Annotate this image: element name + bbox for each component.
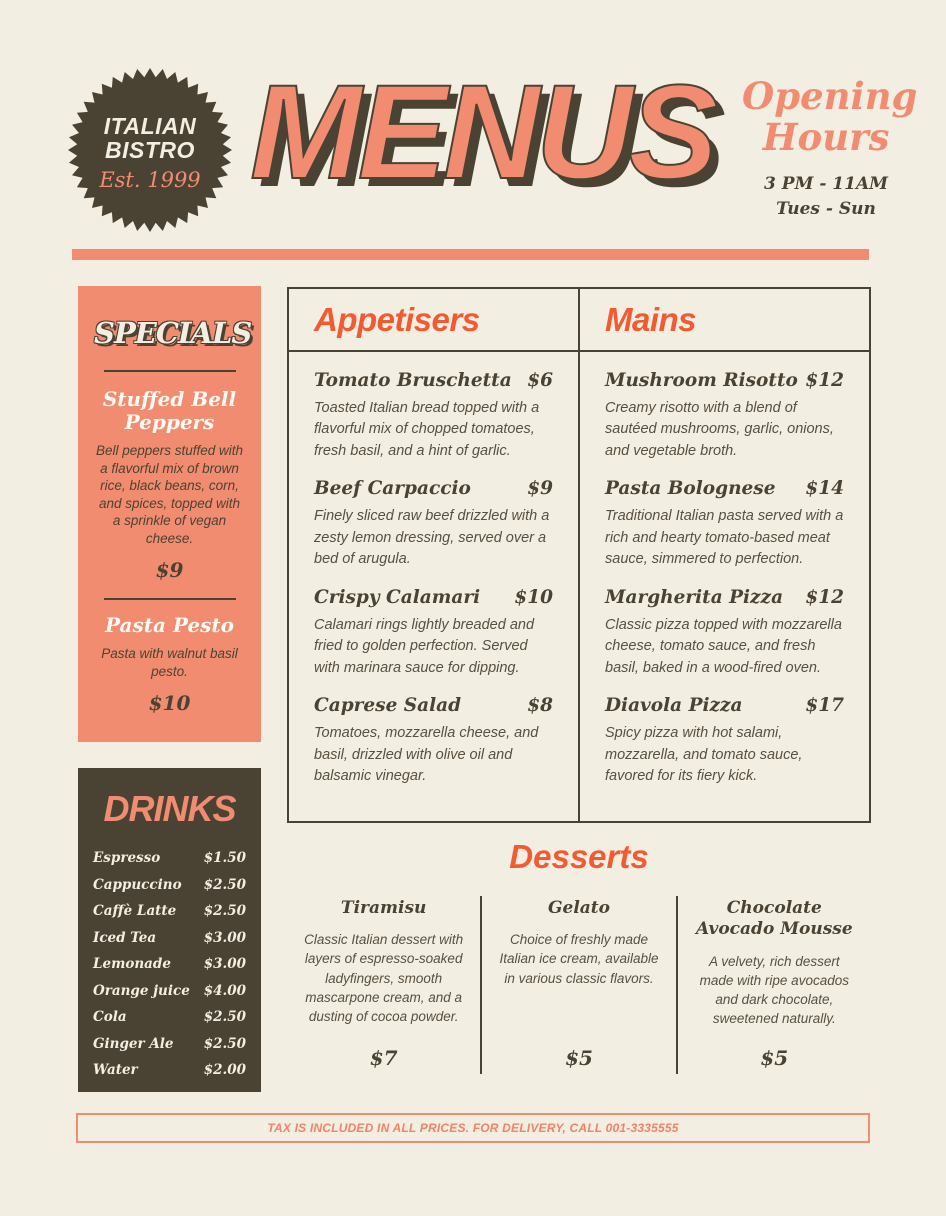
dessert-name: Chocolate Avocado Mousse — [695, 898, 853, 940]
mains-header — [580, 289, 869, 352]
item-name: Tomato Bruschetta — [314, 370, 512, 391]
drink-name: Iced Tea — [93, 929, 157, 946]
item-description: Finely sliced raw beef drizzled with a zesty lemon dressing, served over a bed of arugula. — [314, 508, 550, 568]
specials-divider — [104, 598, 236, 600]
drink-name: Orange juice — [93, 982, 190, 999]
drink-price: $2.50 — [203, 1009, 246, 1025]
drink-price: $2.50 — [203, 876, 246, 893]
menu-item — [605, 478, 844, 570]
item-price: $12 — [805, 370, 844, 391]
item-description: Classic pizza topped with mozzarella cheese, tomato sauce, and fresh basil, baked in a wood-fired oven. — [605, 616, 842, 676]
specials-panel — [78, 286, 261, 742]
drink-name: Cola — [93, 1009, 127, 1025]
menu-item — [314, 587, 553, 679]
badge-established: Est. 1999 — [99, 168, 201, 193]
menu-item — [605, 587, 844, 679]
opening-hours-block — [742, 74, 918, 221]
menu-item — [314, 478, 553, 570]
appetisers-column — [289, 289, 580, 821]
item-name: Mushroom Risotto — [605, 370, 798, 391]
drink-price: $2.50 — [203, 1035, 246, 1052]
item-price: $8 — [527, 695, 553, 717]
dessert-name: Gelato — [547, 898, 610, 918]
drink-row — [93, 930, 246, 946]
special-price: $10 — [148, 691, 191, 716]
menu-table — [287, 287, 871, 823]
item-price: $10 — [514, 586, 553, 608]
opening-hours-script-line2: Hours — [762, 115, 890, 160]
opening-hours-script-line1: Opening — [742, 74, 918, 118]
item-name: Margherita Pizza — [605, 586, 784, 608]
mains-heading: Mains — [605, 300, 697, 338]
opening-hours-days: Tues - Sun — [776, 198, 876, 219]
drink-row — [93, 903, 246, 919]
drink-row — [93, 956, 246, 972]
item-description: Toasted Italian bread topped with a flavorful mix of chopped tomatoes, fresh basil, and a hint of garlic. — [314, 400, 540, 459]
desserts-columns — [287, 896, 871, 1074]
item-description: Traditional Italian pasta served with a rich and hearty tomato-based meat sauce, simmered to perfection. — [605, 508, 844, 568]
drinks-heading: DRINKS — [103, 788, 236, 829]
item-name: Crispy Calamari — [314, 586, 481, 608]
footer-note — [76, 1113, 870, 1143]
item-price: $12 — [805, 586, 844, 608]
dessert-description: Choice of freshly made Italian ice cream, available in various classic flavors. — [499, 932, 659, 986]
dessert-item — [287, 896, 480, 1074]
item-price: $17 — [805, 695, 844, 717]
drink-name: Water — [93, 1062, 138, 1078]
drink-row — [93, 1009, 246, 1025]
menu-item — [605, 695, 844, 787]
drink-name: Caffè Latte — [93, 903, 177, 919]
menu-item — [605, 370, 844, 462]
menu-item — [314, 695, 553, 787]
desserts-heading: Desserts — [509, 838, 649, 875]
special-item — [94, 388, 245, 582]
item-description: Calamari rings lightly breaded and fried to golden perfection. Served with marinara sauce for dipping. — [314, 616, 535, 676]
drink-row — [93, 983, 246, 999]
item-name: Pasta Bolognese — [605, 478, 776, 500]
dessert-item — [676, 896, 871, 1074]
drink-name: Cappuccino — [93, 876, 182, 893]
mains-column — [580, 289, 869, 821]
item-name: Caprese Salad — [314, 695, 462, 717]
badge-name-line1: ITALIAN — [103, 112, 197, 139]
drink-price: $3.00 — [203, 956, 246, 972]
badge-text — [68, 68, 232, 232]
dessert-price: $5 — [760, 1046, 789, 1070]
dessert-name: Tiramisu — [340, 898, 427, 918]
desserts-section — [287, 838, 871, 1074]
dessert-item — [480, 896, 675, 1074]
drink-price: $4.00 — [203, 982, 246, 999]
item-price: $9 — [527, 478, 553, 500]
dessert-price: $7 — [369, 1046, 398, 1070]
drink-price: $1.50 — [203, 850, 246, 866]
dessert-price: $5 — [565, 1046, 593, 1070]
bistro-badge — [68, 68, 232, 232]
drink-row — [93, 1036, 246, 1052]
special-description: Pasta with walnut basil pesto. — [101, 646, 238, 679]
dessert-description: A velvety, rich dessert made with ripe avocados and dark chocolate, sweetened naturally. — [699, 953, 849, 1026]
item-price: $6 — [527, 370, 553, 391]
drink-name: Espresso — [93, 850, 161, 866]
drink-name: Lemonade — [93, 956, 171, 972]
item-name: Diavola Pizza — [605, 695, 743, 717]
appetisers-heading: Appetisers — [314, 300, 480, 338]
drinks-panel — [78, 768, 261, 1092]
menu-item — [314, 370, 553, 462]
drink-price: $2.50 — [203, 903, 246, 919]
item-name: Beef Carpaccio — [314, 478, 471, 500]
drink-price: $3.00 — [203, 929, 246, 946]
specials-divider — [104, 370, 236, 372]
header-divider-bar — [72, 249, 869, 260]
special-description: Bell peppers stuffed with a flavorful mix of brown rice, black beans, corn, and spices, topped with a sprinkle of vegan cheese. — [95, 443, 244, 546]
special-name: Stuffed Bell Peppers — [102, 387, 237, 434]
appetisers-body — [289, 352, 578, 803]
footer-text: TAX IS INCLUDED IN ALL PRICES. FOR DELIVERY, CALL 001-3335555 — [267, 1121, 679, 1135]
opening-hours-time: 3 PM - 11AM — [764, 173, 888, 194]
item-description: Creamy risotto with a blend of sautéed mushrooms, garlic, onions, and vegetable broth. — [605, 400, 834, 459]
drink-row — [93, 1062, 246, 1078]
special-name: Pasta Pesto — [105, 613, 234, 638]
specials-heading: SPECIALS — [94, 316, 252, 350]
item-price: $14 — [805, 478, 844, 500]
item-description: Spicy pizza with hot salami, mozzarella, and tomato sauce, favored for its fiery kick. — [605, 725, 803, 784]
drink-row — [93, 850, 246, 866]
item-description: Tomatoes, mozzarella cheese, and basil, drizzled with olive oil and balsamic vinegar. — [314, 725, 539, 784]
page-title: MENUS — [250, 58, 714, 207]
drink-row — [93, 877, 246, 893]
mains-body — [580, 352, 869, 803]
appetisers-header — [289, 289, 578, 352]
special-item — [94, 614, 245, 715]
drink-name: Ginger Ale — [93, 1035, 174, 1052]
dessert-description: Classic Italian dessert with layers of espresso-soaked ladyfingers, smooth mascarpone cream, and a dusting of cocoa powder. — [304, 932, 464, 1024]
badge-name-line2: BISTRO — [105, 137, 195, 163]
special-price: $9 — [155, 558, 184, 583]
drink-price: $2.00 — [203, 1062, 246, 1078]
